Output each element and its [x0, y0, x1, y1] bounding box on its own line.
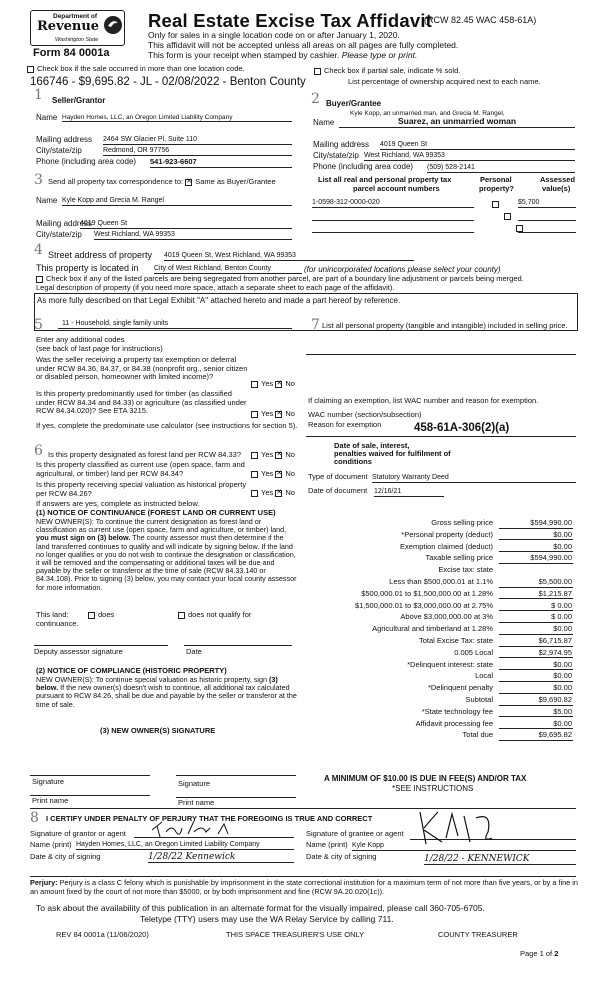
owner-signature-line-1[interactable] — [30, 775, 150, 776]
perjury-label: Perjury: — [30, 878, 58, 887]
grantor-name-field[interactable]: Hayden Homes, LLC, an Oregon Limited Liability Company — [76, 841, 294, 850]
exemption-yes-no[interactable] — [251, 380, 295, 389]
multi-location-label: Check box if the sale occurred in more than one location code. — [37, 64, 245, 73]
personal-checkbox-2[interactable] — [504, 213, 511, 220]
yes-label: Yes — [261, 379, 274, 388]
forest-question: Is this property designated as forest land per RCW 84.33? — [48, 450, 242, 459]
tax-row-label: Gross selling price — [431, 518, 493, 527]
doc-date-label: Date of document — [308, 486, 368, 495]
tax-row — [305, 519, 573, 530]
continuance-label: continuance. — [36, 619, 79, 628]
footer-rule — [30, 876, 576, 877]
header-line1: Only for sales in a single location code on or after January 1, 2020. — [148, 30, 400, 40]
tax-row — [305, 649, 573, 660]
personal-head-2: property? — [479, 184, 515, 193]
yes-label: Yes — [261, 469, 274, 478]
multi-location-check[interactable] — [27, 65, 245, 74]
predominate-use-note: If yes, complete the predominate use calculator (see instructions for section 5). — [36, 421, 298, 430]
personal-property-line[interactable] — [306, 354, 576, 355]
tax-row-value[interactable]: $0.00 — [499, 672, 573, 682]
wac-number[interactable]: 458-61A-306(2)(a) — [414, 422, 510, 434]
personal-checkbox-1[interactable] — [492, 201, 499, 208]
buyer-name-label: Name — [313, 118, 335, 127]
does-not-label: does not qualify for — [188, 610, 252, 619]
see-back-label: (see back of last page for instructions) — [36, 344, 163, 353]
buyer-phone-field[interactable]: (509) 528-2141 — [427, 164, 575, 173]
tax-row — [305, 684, 573, 695]
tax-row-label: $500,000.01 to $1,500,000.00 at 1.28% — [361, 588, 493, 598]
section-3-number: 3 — [34, 172, 43, 188]
partial-sale-label: Check box if partial sale, indicate % sold. — [324, 66, 461, 75]
no-label: No — [285, 488, 295, 497]
county-treasurer: COUNTY TREASURER — [438, 930, 518, 939]
certify-statement: I CERTIFY UNDER PENALTY OF PERJURY THAT THE FOREGOING IS TRUE AND CORRECT — [46, 814, 373, 823]
personal-property-text: List all personal property (tangible and intangible) included in selling price. — [322, 321, 568, 330]
perjury-text: Perjury is a class C felony which is punishable by imprisonment in the state correctional institution for a maximum term of not more than five years, or by a fine in an amount fixed by the court of not more than $5000, or by both imprisonment and fine (RCW 9A.20.020(1c)). — [30, 878, 578, 896]
treasurer-only: THIS SPACE TREASURER'S USE ONLY — [226, 930, 365, 939]
page-number — [520, 950, 558, 959]
yes-checkbox[interactable] — [251, 490, 258, 497]
tax-row-label: *State technology fee — [421, 706, 493, 716]
yes-checkbox[interactable] — [251, 381, 258, 388]
notice-1-text-c: The county assessor must then determine if the land transferred continues to qualify and will indicate by signing below. If the land no longer qualifies or you do not wish to continue the designation or classification, it will be removed and the compensating or additional taxes will be due and payable by the seller or transferor at the time of sale (RCW 84.33.140 or 84.34.108). Prior to signing (3) below, you may contact your local county assessor for more information. — [36, 533, 297, 592]
no-checkbox[interactable] — [275, 381, 282, 388]
yes-checkbox[interactable] — [251, 471, 258, 478]
no-label: No — [285, 469, 295, 478]
section-4-number: 4 — [34, 242, 43, 258]
notice-1-body — [36, 518, 298, 592]
timber-question: Is this property predominantly used for timber (as classified under RCW 84.34 and 84.33) or agriculture (as classified under RCW 84.34.020)? See ETA 3215. — [36, 389, 247, 416]
section-8-number: 8 — [30, 810, 39, 826]
dor-emblem-icon — [103, 15, 123, 35]
checkbox[interactable] — [314, 68, 321, 75]
buyer-name-field[interactable]: Suarez, an unmarried woman — [339, 117, 575, 128]
correspondence-text: Send all property tax correspondence to: — [48, 177, 184, 186]
tty-note: Teletype (TTY) users may use the WA Relay Service by calling 711. — [140, 914, 394, 924]
tax-row — [305, 590, 573, 601]
corr-name-label: Name — [36, 196, 58, 205]
yes-label: Yes — [261, 409, 274, 418]
corr-mail-field[interactable]: 4019 Queen St — [80, 220, 292, 229]
does-checkbox[interactable] — [88, 612, 95, 619]
notice-3-heading: (3) NEW OWNER(S) SIGNATURE — [100, 726, 216, 735]
assessed-head-1: Assessed — [540, 175, 576, 184]
tax-row-value[interactable]: $0.00 — [499, 543, 573, 553]
perjury-note — [30, 879, 578, 897]
doc-type-field[interactable]: Statutory Warranty Deed — [372, 474, 576, 483]
historic-yes-no[interactable] — [251, 489, 295, 498]
section-1-number: 1 — [34, 87, 43, 103]
personal-head-1: Personal — [480, 175, 512, 184]
parcels-head-2: parcel account numbers — [353, 184, 440, 193]
no-checkbox[interactable] — [275, 490, 282, 497]
doc-type-label: Type of document — [308, 472, 368, 481]
page-total: 2 — [554, 949, 559, 958]
corr-mail-label: Mailing address — [36, 219, 93, 228]
tax-row-value[interactable]: $ 0.00 — [499, 602, 573, 612]
tax-row-label: *Delinquent interest: state — [407, 659, 493, 669]
partial-sale-check[interactable] — [314, 67, 460, 76]
tax-row-label: Less than $500,000.01 at 1.1% — [389, 577, 493, 586]
buyer-city-field[interactable]: West Richland, WA 99353 — [364, 152, 575, 161]
section-5-number: 5 — [34, 317, 43, 333]
current-use-yes-no[interactable] — [251, 470, 295, 479]
recording-stamp-line: 166746 - $9,695.82 - JL - 02/08/2022 - Benton County — [30, 76, 306, 88]
assessed-value-3[interactable] — [518, 224, 576, 233]
land-does-not-option[interactable] — [178, 611, 251, 620]
legal-description: As more fully described on that Legal Exhibit "A" attached hereto and made a part hereof by reference. — [37, 296, 401, 305]
tax-row-value[interactable]: $0.00 — [499, 625, 573, 635]
yes-checkbox[interactable] — [251, 452, 258, 459]
wac-label: WAC number (section/subsection) — [308, 410, 422, 419]
receipt-note: This form is your receipt when stamped by cashier. — [148, 50, 340, 60]
tax-row — [305, 696, 573, 707]
current-use-question: Is this property classified as current use (open space, farm and agricultural, or timber) land per RCW 84.34? — [36, 460, 245, 478]
print-name-label-1: Print name — [32, 796, 69, 805]
buyer-name-top: Kyle Kopp, an unmarried man, and Grecia M. Rangel, — [350, 110, 505, 117]
grantee-name-field[interactable]: Kyle Kopp — [352, 842, 576, 851]
tax-row-value[interactable]: $9,695.82 — [499, 731, 573, 741]
tax-row — [305, 672, 573, 683]
seller-name-field[interactable]: Hayden Homes, LLC, an Oregon Limited Liability Company — [62, 114, 292, 122]
tax-row — [305, 543, 573, 554]
tax-row-value[interactable]: $5,500.00 — [499, 578, 573, 588]
grantor-signature-scribble-icon — [148, 818, 236, 840]
form-rcw: (RCW 82.45 WAC 458-61A) — [424, 15, 537, 25]
no-label: No — [285, 450, 295, 459]
tax-row-label: Total due — [462, 730, 493, 740]
tax-row-value[interactable]: $1,215.87 — [499, 590, 573, 600]
same-as-buyer-label: Same as Buyer/Grantee — [195, 177, 276, 186]
additional-codes-label: Enter any additional codes — [36, 335, 125, 344]
grantor-date-label: Date & city of signing — [30, 852, 101, 861]
deputy-signature-line[interactable] — [34, 645, 168, 646]
notice-2-text-c: If the new owner(s) doesn't wish to continue, all additional tax calculated pursuant to RCW 84.26, shall be due and payable by the seller or transferor at the time of sale. — [36, 683, 297, 709]
tax-row-label: Excise tax: state — [438, 565, 493, 575]
tax-row-label: Above $3,000,000.00 at 3% — [400, 612, 493, 622]
dept-line1: Department of — [53, 13, 98, 20]
buyer-phone-label: Phone (including area code) — [313, 162, 414, 171]
see-instructions-note: *SEE INSTRUCTIONS — [392, 784, 474, 793]
tax-row-value[interactable]: $6,715.87 — [499, 637, 573, 647]
tax-row — [305, 602, 573, 613]
tax-row-label: Subtotal — [465, 695, 493, 704]
buyer-heading: Buyer/Grantee — [326, 99, 382, 108]
list-percentage-note: List percentage of ownership acquired next to each name. — [348, 77, 541, 86]
reason-line-1: Date of sale, interest, — [334, 441, 410, 450]
notice-2-text-a: NEW OWNER(S): To continue special valuation as historic property, sign — [36, 675, 268, 684]
parcel-number-3[interactable] — [312, 224, 474, 233]
tax-row-label: Taxable selling price — [425, 553, 493, 563]
tax-row-value[interactable]: $ 0.00 — [499, 613, 573, 623]
page-prefix: Page 1 of — [520, 949, 553, 958]
tax-row-label: *Delinquent penalty — [427, 683, 493, 693]
no-label: No — [285, 379, 295, 388]
land-does-option[interactable] — [88, 611, 114, 620]
legal-label: Legal description of property (if you need more space, attach a separate sheet to each page of the affidavit). — [36, 283, 395, 292]
no-checkbox[interactable] — [275, 471, 282, 478]
timber-yes-no[interactable] — [251, 410, 295, 419]
assessed-value-1[interactable]: $5,700 — [518, 199, 576, 208]
exemption-note: If claiming an exemption, list WAC number and reason for exemption. — [308, 396, 539, 405]
no-checkbox[interactable] — [275, 411, 282, 418]
buyer-mail-label: Mailing address — [313, 140, 370, 149]
notice-1-text-a: NEW OWNER(S): To continue the current designation as forest land or classification as current use (open space, farm and agriculture, or timber) land, — [36, 517, 287, 535]
no-label: No — [285, 409, 295, 418]
tax-row — [305, 554, 573, 565]
tax-row-value[interactable]: $0.00 — [499, 661, 573, 671]
form-title: Real Estate Excise Tax Affidavit — [148, 10, 433, 31]
tax-row-value[interactable]: $9,690.82 — [499, 696, 573, 706]
grantee-name-label: Name (print) — [306, 840, 348, 849]
exemption-question: Was the seller receiving a property tax exemption or deferral under RCW 84.36, 84.37, or 84.38 (nonprofit org., senior citizen or disabled person, homeowner with limited income)? — [36, 355, 248, 382]
grantee-date-label: Date & city of signing — [306, 852, 377, 861]
checkbox[interactable] — [36, 276, 43, 283]
street-label: Street address of property — [48, 250, 153, 260]
reason-line-3: conditions — [334, 456, 372, 466]
tax-row-label: Local — [475, 671, 493, 681]
located-note: (for unincorporated locations please select your county) — [304, 265, 501, 274]
print-note: Please type or print. — [341, 50, 418, 60]
tax-row — [305, 731, 573, 742]
segregated-label: Check box if any of the listed parcels are being segregated from another parcel, are part of a boundary line adjustment or parcels being merged. — [46, 274, 524, 283]
yes-checkbox[interactable] — [251, 411, 258, 418]
header-line2: This affidavit will not be accepted unless all areas on all pages are fully completed. — [148, 40, 459, 50]
corr-city-label: City/state/zip — [36, 230, 82, 239]
grantor-date-field[interactable]: 1/28/22 Kennewick — [148, 852, 294, 863]
reason-line[interactable] — [306, 436, 576, 437]
dept-line3: Washington State — [55, 37, 99, 43]
notice-1-text-b: you must sign on (3) below. — [36, 533, 131, 543]
notice-2-text-b: (3) below. — [36, 675, 278, 693]
if-yes-note: If answers are yes, complete as instructed below. — [36, 499, 200, 508]
tax-row-label: $1,500,000.01 to $3,000,000.00 at 2.75% — [354, 600, 493, 610]
this-land-label: This land: — [36, 610, 69, 619]
form-number: Form 84 0001a — [33, 47, 110, 59]
corr-city-field[interactable]: West Richland, WA 99353 — [94, 231, 292, 240]
seller-mail-field[interactable]: 2464 SW Glacier Pl, Suite 110 — [103, 136, 292, 145]
reason-line-2: penalties waived for fulfilment of — [334, 448, 451, 458]
alt-format-note: To ask about the availability of this publication in an alternate format for the visually impaired, please call 360-705-6705. — [36, 903, 485, 913]
yes-label: Yes — [261, 450, 274, 459]
assessed-head-2: value(s) — [542, 184, 571, 193]
grantee-date-field[interactable]: 1/28/22 - KENNEWICK — [424, 854, 576, 865]
tax-row — [305, 531, 573, 542]
seller-name-label: Name — [36, 113, 58, 122]
tax-row-label: Total Excise Tax: state — [418, 636, 493, 645]
seller-mail-label: Mailing address — [36, 135, 93, 144]
signature-label-1: Signature — [32, 777, 65, 786]
rev-number: REV 84 0001a (11/06/2020) — [56, 930, 149, 939]
section-7-number: 7 — [311, 317, 320, 333]
grantee-sig-label: Signature of grantee or agent — [306, 829, 404, 838]
grantor-sig-label: Signature of grantor or agent — [30, 829, 126, 838]
tax-row-value[interactable]: $0.00 — [499, 720, 573, 730]
assessed-value-2[interactable] — [518, 212, 576, 221]
tax-row — [305, 613, 573, 624]
dept-line2: Revenue — [37, 19, 100, 34]
tax-row-value[interactable]: $2,974.95 — [499, 649, 573, 659]
tax-row-label: Exemption claimed (deduct) — [400, 541, 493, 551]
parcel-number-1[interactable]: 1-0598-312-0000-020 — [312, 199, 474, 208]
minimum-due-note: A MINIMUM OF $10.00 IS DUE IN FEE(S) AND/OR TAX — [324, 774, 527, 783]
tax-row — [305, 720, 573, 731]
street-field[interactable]: 4019 Queen St, West Richland, WA 99353 — [164, 252, 414, 261]
print-name-label-2: Print name — [178, 798, 215, 807]
notice-2-heading: (2) NOTICE OF COMPLIANCE (HISTORIC PROPERTY) — [36, 666, 227, 675]
doc-date-field[interactable]: 12/16/21 — [374, 488, 444, 497]
tax-row-label: Affidavit processing fee — [415, 718, 493, 728]
correspondence-line — [48, 178, 276, 187]
tax-row-value[interactable]: $0.00 — [499, 531, 573, 541]
no-checkbox[interactable] — [275, 452, 282, 459]
owner-signature-line-2[interactable] — [176, 775, 296, 776]
tax-row — [305, 578, 573, 589]
corr-name-field[interactable]: Kyle Kopp and Grecia M. Rangel — [62, 197, 292, 206]
seller-phone-field[interactable]: 541-923-6607 — [150, 158, 292, 168]
grantor-name-label: Name (print) — [30, 840, 72, 849]
located-label: This property is located in — [36, 263, 139, 273]
section-6-number: 6 — [34, 443, 43, 459]
tax-row-value[interactable]: $5.00 — [499, 708, 573, 718]
tax-row-label: Agricultural and timberland at 1.28% — [372, 624, 493, 634]
tax-row — [305, 637, 573, 648]
parcel-number-2[interactable] — [312, 212, 474, 221]
header-line3 — [148, 51, 417, 61]
tax-row-value[interactable]: $0.00 — [499, 684, 573, 694]
deputy-signature-label: Deputy assessor signature — [34, 647, 123, 656]
seller-city-field[interactable]: Redmond, OR 97756 — [103, 147, 292, 156]
seller-heading: Seller/Grantor — [52, 96, 106, 105]
tax-row-value[interactable]: $594,990.00 — [499, 554, 573, 564]
section-2-number: 2 — [311, 91, 320, 107]
seller-phone-label: Phone (including area code) — [36, 157, 137, 166]
signature-label-2: Signature — [178, 779, 211, 788]
tax-row-value[interactable]: $594,990.00 — [499, 519, 573, 529]
tax-row — [305, 566, 573, 577]
yes-label: Yes — [261, 488, 274, 497]
tax-row — [305, 661, 573, 672]
same-as-buyer-checkbox[interactable] — [185, 179, 192, 186]
seller-city-label: City/state/zip — [36, 146, 82, 155]
historic-question: Is this property receiving special valuation as historical property per RCW 84.26? — [36, 480, 247, 498]
deputy-date-label: Date — [186, 647, 202, 656]
reason-text — [334, 442, 451, 466]
forest-yes-no[interactable] — [251, 451, 295, 460]
tax-row — [305, 625, 573, 636]
parcels-head-1: List all real and personal property tax — [318, 175, 452, 184]
notice-2-body — [36, 676, 298, 709]
notice-1-heading: (1) NOTICE OF CONTINUANCE (FOREST LAND OR CURRENT USE) — [36, 508, 276, 517]
use-code-field[interactable]: 11 - Household, single family units — [58, 320, 292, 329]
checkbox[interactable] — [27, 66, 34, 73]
reason-label: Reason for exemption — [308, 420, 382, 429]
does-label: does — [98, 610, 115, 619]
does-not-checkbox[interactable] — [178, 612, 185, 619]
tax-row-label: 0.005 Local — [454, 647, 493, 657]
buyer-mail-field[interactable]: 4019 Queen St — [380, 141, 575, 150]
buyer-city-label: City/state/zip — [313, 151, 359, 160]
located-field[interactable]: City of West Richland, Benton County — [154, 265, 302, 274]
tax-row — [305, 708, 573, 719]
tax-row-label: *Personal property (deduct) — [401, 529, 493, 539]
deputy-date-line[interactable] — [184, 645, 292, 646]
dor-logo — [30, 10, 125, 46]
